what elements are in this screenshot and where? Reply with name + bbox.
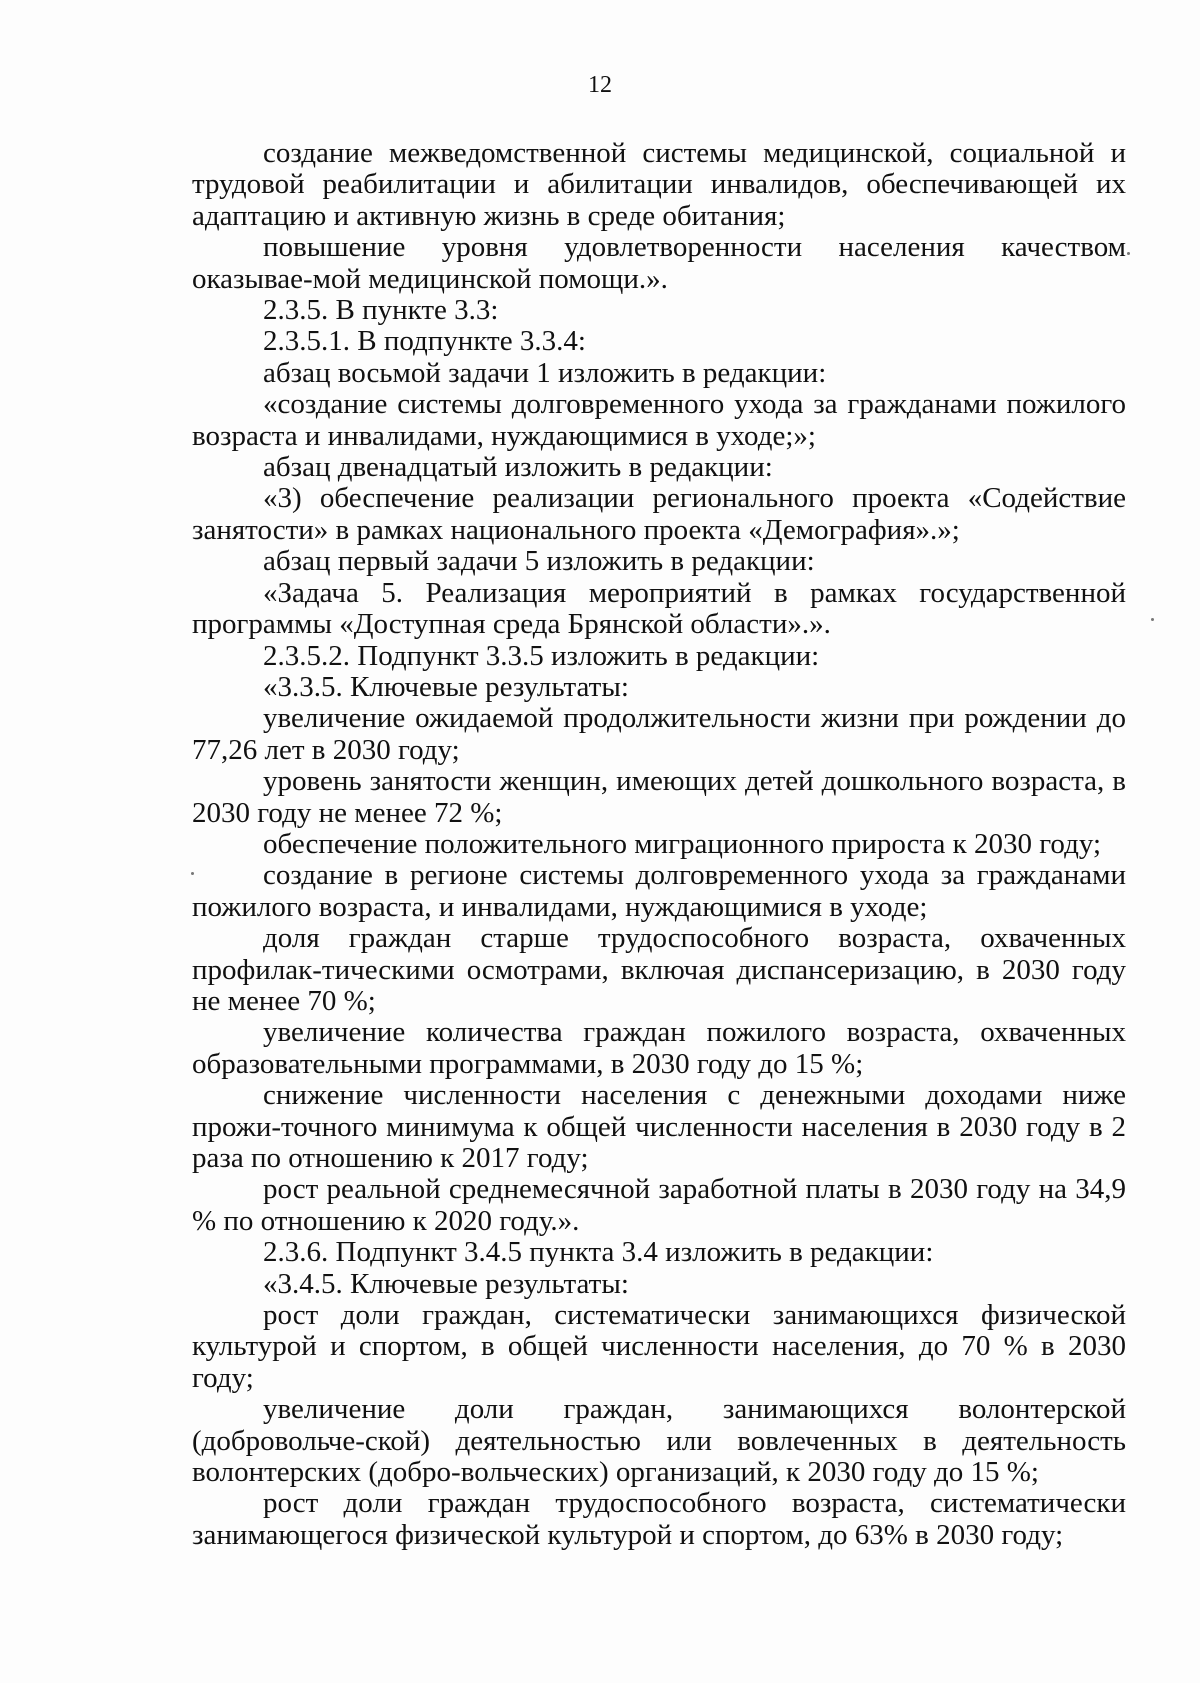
list-item: рост реальной среднемесячной заработной платы в 2030 году на 34,9 % по отношению к 2020 году.». [192, 1173, 1126, 1237]
list-item: снижение численности населения с денежными доходами ниже прожи-точного минимума к общей численности населения в 2030 году в 2 раза по отношению к 2017 году; [192, 1079, 1126, 1174]
list-item: доля граждан старше трудоспособного возраста, охваченных профилак-тическими осмотрами, включая диспансеризацию, в 2030 году не менее 70 %; [192, 922, 1126, 1017]
paragraph: создание межведомственной системы медицинской, социальной и трудовой реабилитации и абилитации инвалидов, обеспечивающей их адаптацию и активную жизнь в среде обитания; [192, 137, 1126, 232]
section-heading: «3.3.5. Ключевые результаты: [263, 670, 629, 703]
paragraph: абзац первый задачи 5 изложить в редакции: [263, 545, 815, 578]
list-item: обеспечение положительного миграционного прироста к 2030 году; [263, 827, 1102, 860]
paragraph: «3) обеспечение реализации регионального проекта «Содействие занятости» в рамках национального проекта «Демография».»; [192, 482, 1126, 546]
section-heading: «3.4.5. Ключевые результаты: [263, 1267, 629, 1300]
list-item: увеличение количества граждан пожилого возраста, охваченных образовательными программами, в 2030 году до 15 %; [192, 1016, 1126, 1080]
paragraph: «создание системы долговременного ухода за гражданами пожилого возраста и инвалидами, нуждающимися в уходе;»; [192, 388, 1126, 452]
list-item: создание в регионе системы долговременного ухода за гражданами пожилого возраста, и инвалидами, нуждающимися в уходе; [192, 859, 1126, 923]
list-item: уровень занятости женщин, имеющих детей дошкольного возраста, в 2030 году не менее 72 %; [192, 765, 1126, 829]
page-number: 12 [588, 72, 612, 98]
section-heading: 2.3.6. Подпункт 3.4.5 пункта 3.4 изложить в редакции: [263, 1236, 934, 1269]
paragraph: абзац двенадцатый изложить в редакции: [263, 451, 773, 484]
scan-speck [191, 872, 194, 875]
section-heading: 2.3.5. В пункте 3.3: [263, 294, 499, 327]
section-heading: 2.3.5.2. Подпункт 3.3.5 изложить в редакции: [263, 639, 820, 672]
document-body [192, 138, 1126, 1551]
list-item: увеличение доли граждан, занимающихся волонтерской (добровольче-ской) деятельностью или вовлеченных в деятельность волонтерских (добро-вольческих) организаций, к 2030 году до 15 %; [192, 1393, 1126, 1489]
list-item: рост доли граждан трудоспособного возраста, систематически занимающегося физической культурой и спортом, до 63% в 2030 году; [192, 1487, 1126, 1551]
list-item: рост доли граждан, систематически занимающихся физической культурой и спортом, в общей численности населения, до 70 % в 2030 году; [192, 1299, 1126, 1394]
paragraph: «Задача 5. Реализация мероприятий в рамках государственной программы «Доступная среда Брянской области».». [192, 576, 1126, 641]
paragraph: повышение уровня удовлетворенности населения качеством оказывае-мой медицинской помощи.». [192, 231, 1126, 295]
section-heading: 2.3.5.1. В подпункте 3.3.4: [263, 325, 586, 358]
scan-speck [1151, 618, 1154, 621]
list-item: увеличение ожидаемой продолжительности жизни при рождении до 77,26 лет в 2030 году; [192, 702, 1126, 766]
paragraph: абзац восьмой задачи 1 изложить в редакции: [263, 356, 827, 389]
scan-speck [1127, 252, 1130, 255]
